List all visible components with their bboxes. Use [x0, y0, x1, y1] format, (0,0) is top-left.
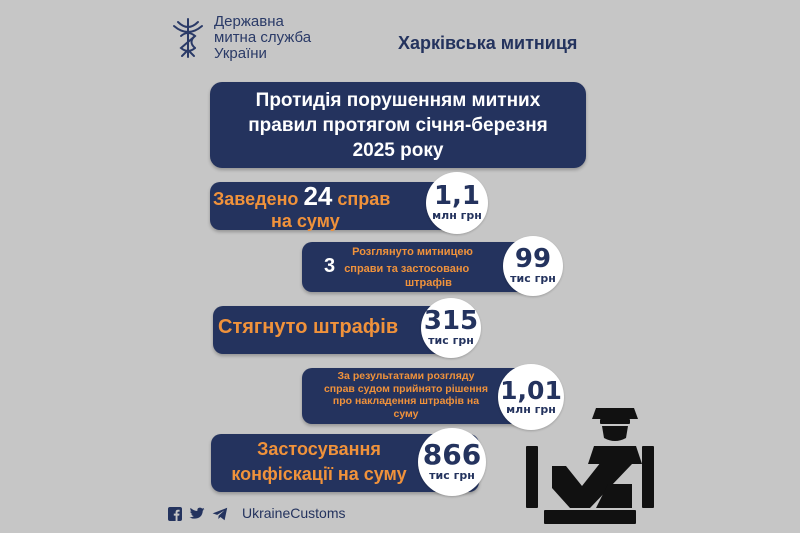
logo — [166, 14, 326, 64]
cases-opened-text — [213, 181, 428, 231]
logo-text-line3: України — [214, 45, 267, 62]
cases-opened-unit: млн грн — [432, 209, 482, 223]
fines-collected-amount: 315 — [423, 306, 479, 337]
cases-reviewed-text — [310, 245, 515, 290]
headline-line2: правил протягом січня-березня — [248, 115, 548, 136]
court-decisions-amount: 1,01 — [500, 375, 562, 405]
cases-reviewed-amount: 99 — [514, 244, 552, 275]
headline-panel — [210, 82, 586, 168]
headline-line1: Протидія порушенням митних — [255, 90, 541, 111]
court-decisions-line1: За результатами розгляду — [337, 370, 475, 382]
cases-opened-amount: 1,1 — [433, 181, 481, 212]
cases-reviewed-line1: Розглянуто митницею — [352, 246, 473, 258]
cases-opened-label-line2: на суму — [271, 211, 340, 231]
court-decisions-line2: справ судом прийнято рішення — [323, 382, 489, 395]
court-decisions-text — [306, 370, 506, 420]
office-title: Харківська митниця — [398, 33, 578, 53]
facebook-icon[interactable] — [168, 507, 182, 521]
cases-opened-label: Заведено — [213, 189, 299, 209]
fines-collected-label: Стягнуто штрафів — [218, 316, 399, 338]
confiscation-unit: тис грн — [429, 469, 475, 483]
fines-collected-unit: тис грн — [428, 334, 474, 348]
headline-line3: 2025 року — [352, 140, 444, 161]
cases-reviewed-line3: штрафів — [405, 277, 452, 289]
ukraine-customs-emblem-icon — [166, 16, 210, 60]
court-decisions-unit: млн грн — [506, 402, 556, 416]
court-decisions-line4: суму — [393, 407, 419, 420]
cases-reviewed-line2: справи та застосовано — [344, 263, 470, 275]
cases-opened-count: 24 — [303, 181, 333, 211]
telegram-icon[interactable] — [212, 507, 228, 521]
cases-reviewed-count: 3 — [324, 255, 336, 277]
footer — [168, 503, 388, 525]
confiscation-text — [214, 437, 424, 487]
twitter-icon[interactable] — [189, 507, 205, 521]
confiscation-amount: 866 — [422, 438, 482, 472]
logo-text-line2: митна служба — [214, 29, 312, 46]
customs-officer-icon — [522, 404, 658, 526]
confiscation-line2: конфіскації на суму — [231, 464, 407, 484]
cases-reviewed-amount-badge — [503, 236, 563, 296]
logo-text-line1: Державна — [214, 13, 284, 30]
confiscation-amount-badge — [418, 428, 486, 496]
cases-opened-label-after: справ — [337, 189, 391, 209]
cases-reviewed-unit: тис грн — [510, 272, 556, 286]
fines-collected-amount-badge — [421, 298, 481, 358]
cases-opened-amount-badge — [426, 172, 488, 234]
social-handle[interactable]: UkraineCustoms — [242, 505, 346, 521]
confiscation-line1: Застосування — [257, 439, 381, 459]
court-decisions-line3: про накладення штрафів на — [332, 395, 480, 407]
